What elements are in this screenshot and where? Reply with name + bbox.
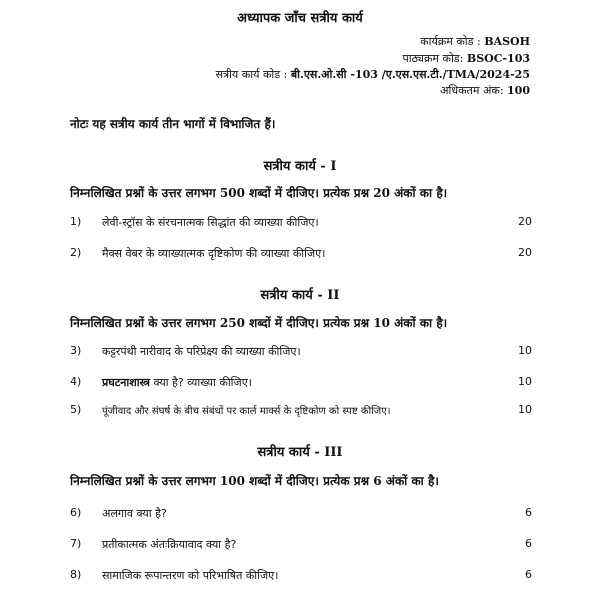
question-number: 3) (70, 344, 82, 357)
course-code-value: BSOC-103 (466, 52, 530, 65)
question-text: प्रतीकात्मक अंतःक्रियावाद क्या है? (102, 538, 237, 551)
program-code-value: BASOH (484, 35, 530, 48)
question-number: 5) (70, 403, 82, 416)
question-marks: 6 (525, 568, 532, 581)
assignment-code-value: बी.एस.ओ.सी -103 /ए.एस.एस.टी./TMA/2024-25 (290, 68, 530, 81)
section-3-title: सत्रीय कार्य - III (257, 445, 343, 460)
assignment-code-line (216, 67, 530, 82)
section-2-instruction: निम्नलिखित प्रश्नों के उत्तर लगभग 250 शब्दों में दीजिए। प्रत्येक प्रश्न 10 अंकों का है। (70, 316, 448, 330)
max-marks-value: 100 (507, 84, 530, 97)
question-number: 8) (70, 568, 82, 581)
question-marks: 10 (518, 375, 532, 388)
question-number: 2) (70, 246, 82, 259)
question-text-rest: क्या है? व्याख्या कीजिए। (149, 376, 252, 389)
question-bold-term: प्रघटनाशास्त्र (102, 376, 150, 389)
question-number: 7) (70, 537, 82, 550)
max-marks-label: अधिकतम अंक: (440, 84, 504, 97)
question-text: अलगाव क्या है? (102, 507, 167, 520)
question-marks: 10 (518, 344, 532, 357)
question-marks: 20 (518, 215, 532, 228)
question-marks: 6 (525, 506, 532, 519)
question-text: मैक्स वेबर के व्याख्यात्मक दृष्टिकोण की व्याख्या कीजिए। (102, 247, 326, 260)
program-code-label: कार्यक्रम कोड : (420, 35, 481, 48)
course-code-line (402, 51, 530, 66)
section-1-instruction: निम्नलिखित प्रश्नों के उत्तर लगभग 500 शब्दों में दीजिए। प्रत्येक प्रश्न 20 अंकों का है। (70, 186, 448, 200)
section-2-title: सत्रीय कार्य - II (260, 288, 340, 303)
question-number: 6) (70, 506, 82, 519)
question-marks: 10 (518, 403, 532, 416)
document-title: अध्यापक जाँच सत्रीय कार्य (237, 11, 363, 26)
question-text: लेवी-स्ट्रॉस के संरचनात्मक सिद्धांत की व्याख्या कीजिए। (102, 216, 319, 229)
question-text (102, 375, 252, 390)
max-marks-line (440, 83, 530, 98)
assignment-code-label: सत्रीय कार्य कोड : (215, 68, 288, 81)
question-text: सामाजिक रूपान्तरण को परिभाषित कीजिए। (102, 569, 279, 582)
question-number: 1) (70, 215, 82, 228)
note-text: नोटः यह सत्रीय कार्य तीन भागों में विभाजित हैं। (70, 117, 276, 131)
question-number: 4) (70, 375, 82, 388)
question-text: कट्टरपंथी नारीवाद के परिप्रेक्ष्य की व्याख्या कीजिए। (102, 345, 301, 358)
question-text: पूंजीवाद और संघर्ष के बीच संबंधों पर कार्ल मार्क्स के दृष्टिकोण को स्पष्ट कीजिए। (102, 406, 391, 417)
question-marks: 20 (518, 246, 532, 259)
section-1-title: सत्रीय कार्य - I (263, 159, 337, 174)
course-code-label: पाठ्यक्रम कोड: (402, 52, 464, 65)
program-code-line (420, 34, 530, 49)
section-3-instruction: निम्नलिखित प्रश्नों के उत्तर लगभग 100 शब्दों में दीजिए। प्रत्येक प्रश्न 6 अंकों का है। (70, 474, 439, 488)
question-marks: 6 (525, 537, 532, 550)
